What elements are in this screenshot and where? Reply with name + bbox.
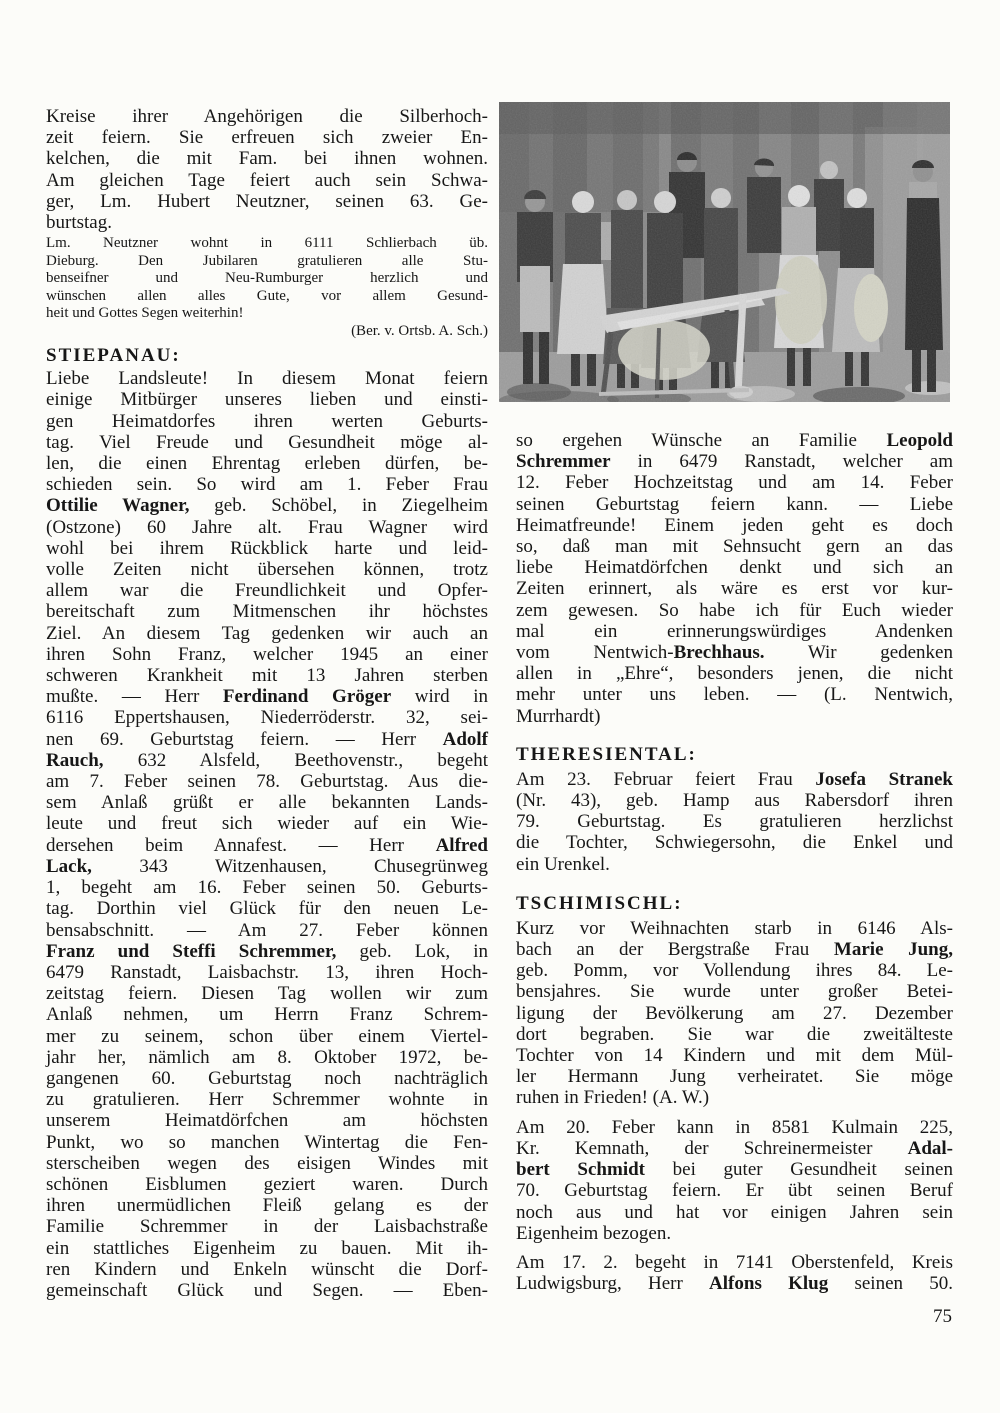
text-line: seinen Geburtstag feiern kann. — Liebe: [516, 493, 953, 515]
text-line: 79. Geburtstag. Es gratulieren herzlichst: [516, 811, 953, 833]
text-line: tag. Viel Freude und Gesundheit möge al-: [46, 431, 488, 453]
text-line: ein Urenkel.: [516, 853, 610, 875]
text-line: Familie Schremmer in der Laisbachstraße: [46, 1216, 488, 1238]
text-line: tag. Dorthin viel Glück für den neuen Le-: [46, 898, 488, 920]
text-line: bereitschaft zum Mitmenschen ihr höchstes: [46, 601, 488, 623]
text-line: Am 20. Feber kann in 8581 Kulmain 225,: [516, 1116, 953, 1138]
text-line: zeit feiern. Sie erfreuen sich zweier En-: [46, 127, 488, 149]
text-line: burtstag.: [46, 212, 112, 234]
text-line: allen in „Ehre“, besonders jenen, die nicht: [516, 663, 953, 685]
text-line: dort begraben. Sie war die zweitälteste: [516, 1023, 953, 1045]
text-line: ihren Sohn Franz, welcher 1945 an einer: [46, 643, 488, 665]
text-line: Lm. Neutzner wohnt in 6111 Schlierbach üb.: [46, 235, 488, 252]
text-line: ihren unermüdlichen Fleiß gelang es der: [46, 1195, 488, 1217]
text-line: zem gewesen. So habe ich für Euch wieder: [516, 599, 953, 621]
text-line: heit und Gottes Segen weiterhin!: [46, 305, 244, 322]
text-line: Lack, 343 Witzenhausen, Chusegrünweg: [46, 855, 488, 877]
stiepanau-heading: STIEPANAU:: [46, 345, 181, 367]
text-line: Franz und Steffi Schremmer, geb. Lok, in: [46, 940, 488, 962]
text-line: wünschen allen alles Gute, vor allem Gesund-: [46, 287, 488, 304]
stiepanau-paragraph: [46, 368, 488, 1301]
photo-grain-overlay: [499, 102, 950, 402]
text-line: Dieburg. Den Jubilaren gratulieren alle Stu-: [46, 252, 488, 269]
page-number: 75: [933, 1306, 952, 1328]
text-line: ruhen in Frieden! (A. W.): [516, 1087, 710, 1109]
text-line: (Nr. 43), geb. Hamp aus Rabersdorf ihren: [516, 790, 953, 812]
text-line: gen Heimatdorfes ihren werten Geburts-: [46, 410, 488, 432]
text-line: Kurz vor Weihnachten starb in 6146 Als-: [516, 917, 953, 939]
text-line: mehr unter uns leben. — (L. Nentwich,: [516, 684, 953, 706]
text-line: unserem Heimatdörfchen am höchsten: [46, 1110, 488, 1132]
theresiental-heading: THERESIENTAL:: [516, 743, 697, 765]
left-column: [46, 106, 488, 1328]
text-line: bensabschnitt. — Am 27. Feber können: [46, 919, 488, 941]
text-line: so ergehen Wünsche an Familie Leopold: [516, 430, 953, 451]
text-line: Eigenheim bezogen.: [516, 1222, 672, 1244]
text-line: zeitstag feiern. Diesen Tag wollen wir zum: [46, 983, 488, 1005]
text-line: len, die einen Ehrentag erleben dürfen, be-: [46, 453, 488, 475]
text-line: Rauch, 632 Alsfeld, Beethovenstr., begeht: [46, 749, 488, 771]
text-line: 70. Geburtstag feiern. Er übt seinen Beruf: [516, 1180, 953, 1202]
text-line: jahr her, nämlich am 8. Oktober 1972, be-: [46, 1046, 488, 1068]
klug-paragraph: [516, 1252, 953, 1294]
text-line: Ottilie Wagner, geb. Schöbel, in Ziegelheim: [46, 495, 488, 517]
text-line: Heimatfreunde! Einem jeden geht es doch: [516, 514, 953, 536]
text-line: 1, begeht am 16. Feber seinen 50. Geburts-: [46, 877, 488, 899]
text-line: vom Nentwich-Brechhaus. Wir gedenken: [516, 642, 953, 664]
schmidt-paragraph: [516, 1117, 953, 1244]
text-line: ger, Lm. Hubert Neutzner, seinen 63. Ge-: [46, 190, 488, 212]
text-line: Punkt, wo so manchen Wintertag die Fen-: [46, 1131, 488, 1153]
text-line: schönen Eisblumen geziert waren. Durch: [46, 1173, 488, 1195]
text-line: gangenen 60. Geburtstag noch nachträglich: [46, 1067, 488, 1089]
text-line: gemeinschaft Glück und Segen. — Eben-: [46, 1279, 488, 1301]
text-line: Liebe Landsleute! In diesem Monat feiern: [46, 368, 488, 390]
brechhaus-group-photo: [499, 102, 950, 402]
text-line: geb. Pomm, vor Vollendung ihres 84. Le-: [516, 960, 953, 982]
text-line: Anlaß nehmen, um Herrn Franz Schrem-: [46, 1004, 488, 1026]
text-line: 6116 Eppertshausen, Niederröderstr. 32, sei-: [46, 707, 488, 729]
right-column: [516, 102, 953, 1328]
text-line: ren Kindern und Enkeln wünscht die Dorf-: [46, 1258, 488, 1280]
text-line: mußte. — Herr Ferdinand Gröger wird in: [46, 686, 488, 708]
tschimischl-heading: TSCHIMISCHL:: [516, 892, 683, 914]
text-line: mer zu seinem, schon über einem Viertel-: [46, 1025, 488, 1047]
text-line: Ludwigsburg, Herr Alfons Klug seinen 50.: [516, 1273, 954, 1295]
text-line: so, daß man mit Sehnsucht gern an das: [516, 536, 953, 558]
intro-paragraph: [46, 106, 488, 233]
text-line: mal ein erinnerungswürdiges Andenken: [516, 620, 953, 642]
text-line: sem Anlaß grüßt er alle bekannten Lands-: [46, 792, 488, 814]
text-line: am 7. Feber seinen 78. Geburtstag. Aus die-: [46, 771, 488, 793]
text-line: Kr. Kemnath, der Schreinermeister Adal-: [516, 1137, 953, 1159]
text-line: ligung der Bevölkerung am 27. Dezember: [516, 1002, 953, 1024]
text-line: zu gratulieren. Herr Schremmer wohnte in: [46, 1089, 488, 1111]
text-line: Tochter von 14 Kindern und mit dem Mül-: [516, 1045, 953, 1067]
text-line: schweren Krankheit mit 13 Jahren sterben: [46, 665, 488, 687]
report-credit: (Ber. v. Ortsb. A. Sch.): [351, 322, 488, 339]
text-line: Am 17. 2. begeht in 7141 Oberstenfeld, Kreis: [516, 1251, 953, 1273]
group-photo-illustration: [499, 102, 950, 402]
text-line: noch aus und hat vor einigen Jahren sein: [516, 1201, 953, 1223]
text-line: 6479 Ranstadt, Laisbachstr. 13, ihren Hoch-: [46, 961, 488, 983]
schremmer-paragraph: [516, 430, 953, 727]
text-line: nen 69. Geburtstag feiern. — Herr Adolf: [46, 728, 488, 750]
neutzner-note-paragraph: [46, 235, 488, 323]
text-line: (Ostzone) 60 Jahre alt. Frau Wagner wird: [46, 516, 488, 538]
text-line: liebe Heimatdörfchen denkt und sich an: [516, 557, 953, 579]
text-line: wohl bei ihrem Rückblick harte und leid-: [46, 537, 488, 559]
text-line: 12. Feber Hochzeitstag und am 14. Feber: [516, 472, 953, 494]
text-line: bach an der Bergstraße Frau Marie Jung,: [516, 939, 953, 961]
text-line: Murrhardt): [516, 705, 601, 727]
text-line: Am 23. Februar feiert Frau Josefa Stranek: [516, 768, 953, 790]
text-line: bert Schmidt bei guter Gesundheit seinen: [516, 1159, 953, 1181]
jung-obituary-paragraph: [516, 918, 953, 1109]
text-line: volle Zeiten nicht übersehen können, trotz: [46, 559, 488, 581]
text-line: Am gleichen Tage feiert auch sein Schwa-: [46, 169, 488, 191]
text-line: schieden sein. So wird am 1. Feber Frau: [46, 474, 488, 496]
text-line: dersehen beim Annafest. — Herr Alfred: [46, 834, 488, 856]
text-line: bensjahres. Sie wurde unter großer Betei-: [516, 981, 953, 1003]
text-line: die Tochter, Schwiegersohn, die Enkel und: [516, 832, 953, 854]
text-line: Schremmer in 6479 Ranstadt, welcher am: [516, 451, 953, 473]
text-line: leute und freut sich wieder auf ein Wie-: [46, 813, 488, 835]
text-line: einige Mitbürger unseres lieben und einsti-: [46, 389, 488, 411]
text-line: Ziel. An diesem Tag gedenken wir auch an: [46, 622, 488, 644]
text-line: allem war die Freundlichkeit und Opfer-: [46, 580, 488, 602]
text-line: ler Hermann Jung verheiratet. Sie möge: [516, 1066, 953, 1088]
text-line: Zeiten erinnert, als wäre es erst vor kur-: [516, 578, 953, 600]
text-line: Kreise ihrer Angehörigen die Silberhoch-: [46, 106, 488, 127]
text-line: kelchen, die mit Fam. bei ihnen wohnen.: [46, 148, 488, 170]
text-line: benseifner und Neu-Rumburger herzlich und: [46, 270, 488, 287]
theresiental-paragraph: [516, 769, 953, 875]
text-line: sterscheiben wegen des eisigen Windes mit: [46, 1152, 488, 1174]
text-line: ein stattliches Eigenheim zu bauen. Mit ih-: [46, 1237, 488, 1259]
